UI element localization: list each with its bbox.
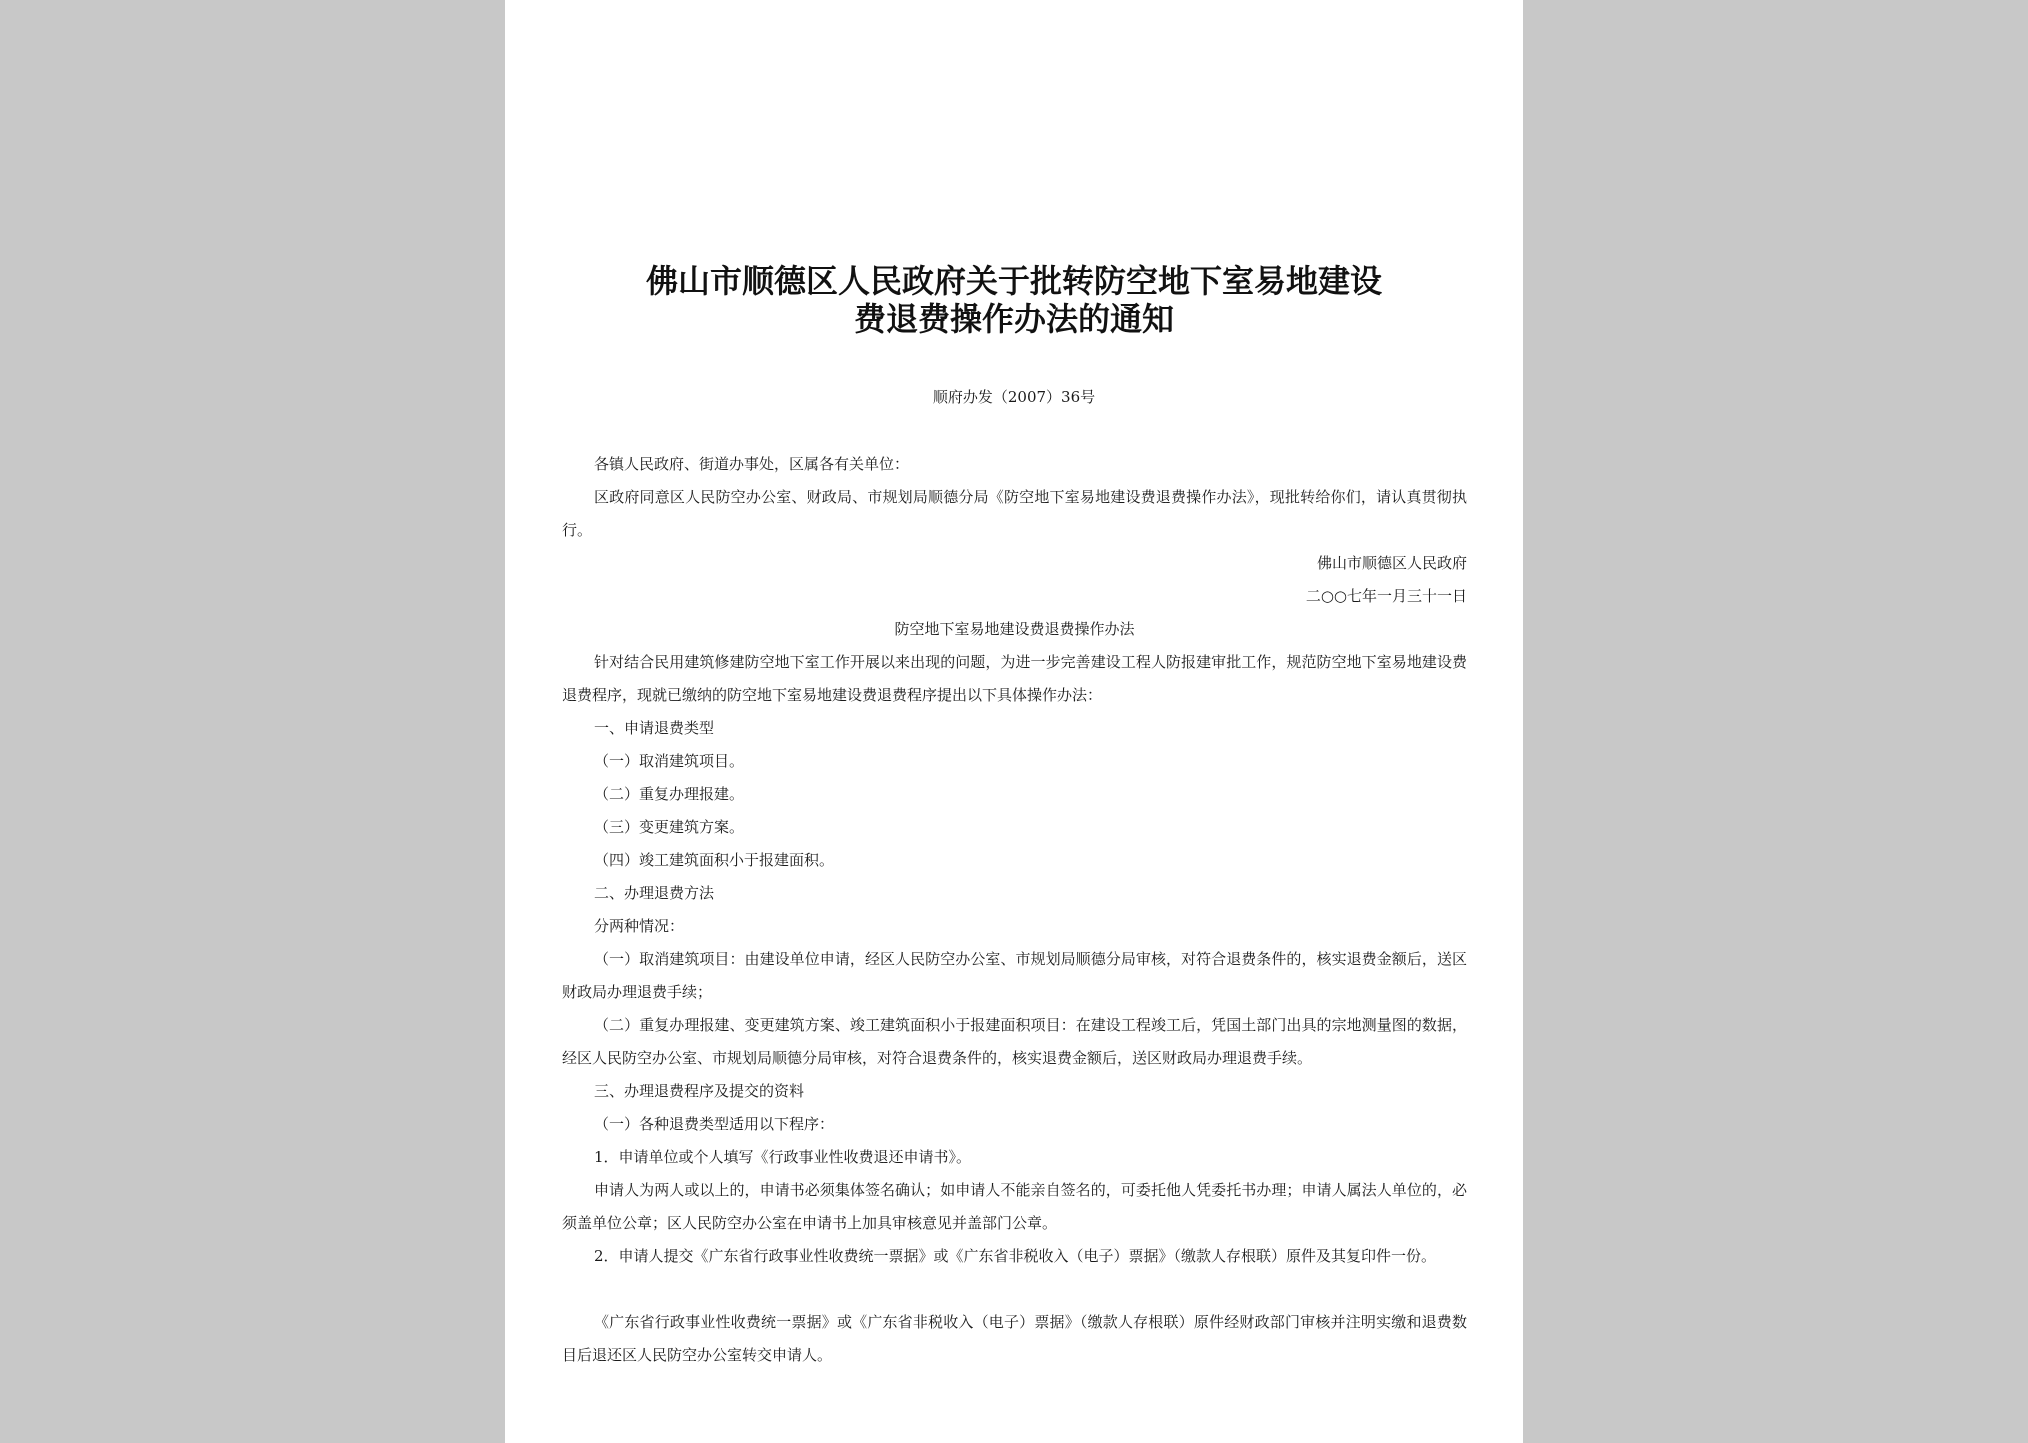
section1-item-3: （三）变更建筑方案。 <box>594 818 745 836</box>
section2-item-1: （一）取消建筑项目：由建设单位申请，经区人民防空办公室、市规划局顺德分局审核，对符合退费条件的，核实退费金额后，送区财政局办理退费手续； <box>562 950 1467 1001</box>
section1-item-1: （一）取消建筑项目。 <box>594 752 745 770</box>
section1-item-2: （二）重复办理报建。 <box>594 785 745 803</box>
section3-step-1: 1．申请单位或个人填写《行政事业性收费退还申请书》。 <box>594 1148 972 1166</box>
section3-subheading-1: （一）各种退费类型适用以下程序： <box>594 1115 835 1133</box>
section3-heading: 三、办理退费程序及提交的资料 <box>594 1082 805 1100</box>
section2-heading: 二、办理退费方法 <box>594 884 715 902</box>
salutation: 各镇人民政府、街道办事处，区属各有关单位： <box>594 455 910 473</box>
title-line-1: 佛山市顺德区人民政府关于批转防空地下室易地建设 <box>645 262 1382 300</box>
section2-item-2: （二）重复办理报建、变更建筑方案、竣工建筑面积小于报建面积项目：在建设工程竣工后，凭国土部门出具的宗地测量图的数据，经区人民防空办公室、市规划局顺德分局审核，对符合退费条件的，核实退费金额后，送区财政局办理退费手续。 <box>562 1016 1467 1067</box>
intro-paragraph: 区政府同意区人民防空办公室、财政局、市规划局顺德分局《防空地下室易地建设费退费操作办法》，现批转给你们，请认真贯彻执行。 <box>562 488 1467 539</box>
document-page <box>505 0 1523 1443</box>
section1-item-4: （四）竣工建筑面积小于报建面积。 <box>594 851 835 869</box>
attachment-title: 防空地下室易地建设费退费操作办法 <box>894 620 1135 638</box>
section3-step-2: 2．申请人提交《广东省行政事业性收费统一票据》或《广东省非税收入（电子）票据》（缴款人存根联）原件及其复印件一份。 <box>594 1247 1437 1265</box>
preamble-paragraph: 针对结合民用建筑修建防空地下室工作开展以来出现的问题，为进一步完善建设工程人防报建审批工作，规范防空地下室易地建设费退费程序，现就已缴纳的防空地下室易地建设费退费程序提出以下具体操作办法： <box>562 653 1467 704</box>
document-title <box>505 262 1523 338</box>
section3-step-1-note: 申请人为两人或以上的，申请书必须集体签名确认；如申请人不能亲自签名的，可委托他人凭委托书办理；申请人属法人单位的，必须盖单位公章；区人民防空办公室在申请书上加具审核意见并盖部门公章。 <box>562 1181 1467 1232</box>
title-line-2: 费退费操作办法的通知 <box>853 300 1174 338</box>
issuer-name: 佛山市顺德区人民政府 <box>1316 554 1467 572</box>
section2-intro: 分两种情况： <box>594 917 685 935</box>
document-number: 顺府办发（2007）36号 <box>932 388 1096 406</box>
section1-heading: 一、申请退费类型 <box>594 719 715 737</box>
section3-step-2-note: 《广东省行政事业性收费统一票据》或《广东省非税收入（电子）票据》（缴款人存根联）原件经财政部门审核并注明实缴和退费数目后退还区人民防空办公室转交申请人。 <box>562 1313 1467 1364</box>
issue-date: 二○○七年一月三十一日 <box>1305 587 1467 605</box>
